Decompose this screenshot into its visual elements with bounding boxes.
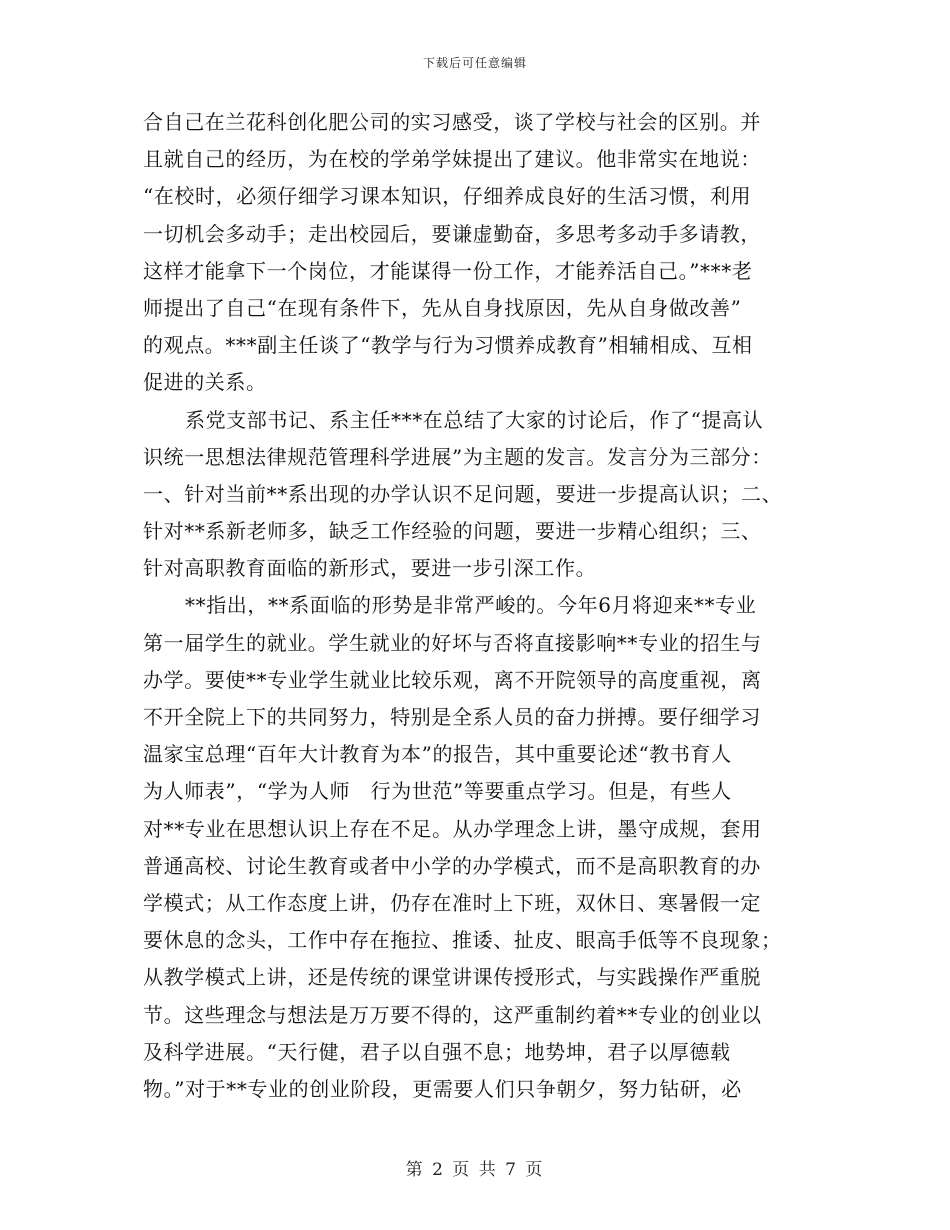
document-body — [143, 104, 813, 1108]
text-line: 要休息的念头，工作中存在拖拉、推诿、扯皮、眼高手低等不良现象； — [143, 928, 782, 953]
text-line: 师提出了自己“在现有条件下，先从自身找原因，先从自身做改善” — [143, 295, 742, 320]
text-line: 识统一思想法律规范管理科学进展”为主题的发言。发言分为三部分： — [143, 444, 772, 469]
text-line: 这样才能拿下一个岗位，才能谋得一份工作，才能养活自己。”***老 — [143, 258, 753, 283]
text-line: 针对**系新老师多，缺乏工作经验的问题，要进一步精心组织；三、 — [143, 519, 762, 544]
page-header: 下载后可任意编辑 — [422, 56, 527, 70]
text-line: 为人师表”，“学为人师 行为世范”等要重点学习。但是，有些人 — [143, 779, 732, 804]
text-line: 一、针对当前**系出现的办学认识不足问题，要进一步提高认识；二、 — [143, 481, 783, 506]
text-line: 不开全院上下的共同努力，特别是全系人员的奋力拼搏。要仔细学习 — [143, 705, 761, 729]
page-number-footer: 第 2 页 共 7 页 — [405, 1160, 545, 1180]
text-line: 合自己在兰花科创化肥公司的实习感受，谈了学校与社会的区别。并 — [143, 110, 761, 134]
text-line: 普通高校、讨论生教育或者中小学的办学模式，而不是高职教育的办 — [143, 853, 761, 878]
text-line: 办学。要使**专业学生就业比较乐观，离不开院领导的高度重视，离 — [143, 667, 762, 692]
text-line: 促进的关系。 — [143, 370, 267, 395]
text-line: 的观点。***副主任谈了“教学与行为习惯养成教育”相辅相成、互相 — [143, 333, 753, 358]
text-line: 一切机会多动手；走出校园后，要谦虚勤奋，多思考多动手多请教， — [143, 221, 761, 246]
text-line: 节。这些理念与想法是万万要不得的，这严重制约着**专业的创业以 — [143, 1002, 762, 1027]
paragraph-first-line: 系党支部书记、系主任***在总结了大家的讨论后，作了“提高认 — [185, 407, 764, 432]
text-line: 且就自己的经历，为在校的学弟学妹提出了建议。他非常实在地说： — [143, 147, 761, 172]
text-line: 针对高职教育面临的新形式，要进一步引深工作。 — [143, 556, 597, 581]
text-line: 第一届学生的就业。学生就业的好坏与否将直接影响**专业的招生与 — [143, 630, 762, 655]
text-line: 温家宝总理“百年大计教育为本”的报告，其中重要论述“教书育人 — [143, 742, 732, 767]
text-line: 从教学模式上讲，还是传统的课堂讲课传授形式，与实践操作严重脱 — [143, 965, 761, 990]
paragraph-first-line: **指出，**系面临的形势是非常严峻的。今年6月将迎来**专业 — [185, 593, 757, 618]
text-line: 学模式；从工作态度上讲，仍存在准时上下班，双休日、寒暑假一定 — [143, 890, 761, 915]
text-line: “在校时，必须仔细学习课本知识，仔细养成良好的生活习惯，利用 — [143, 184, 752, 209]
text-line: 及科学进展。“天行健，君子以自强不息；地势坤，君子以厚德载 — [143, 1039, 731, 1064]
text-line: 对**专业在思想认识上存在不足。从办学理念上讲，墨守成规，套用 — [143, 816, 762, 841]
text-line: 物。”对于**专业的创业阶段，更需要人们只争朝夕，努力钻研，必 — [143, 1076, 742, 1101]
